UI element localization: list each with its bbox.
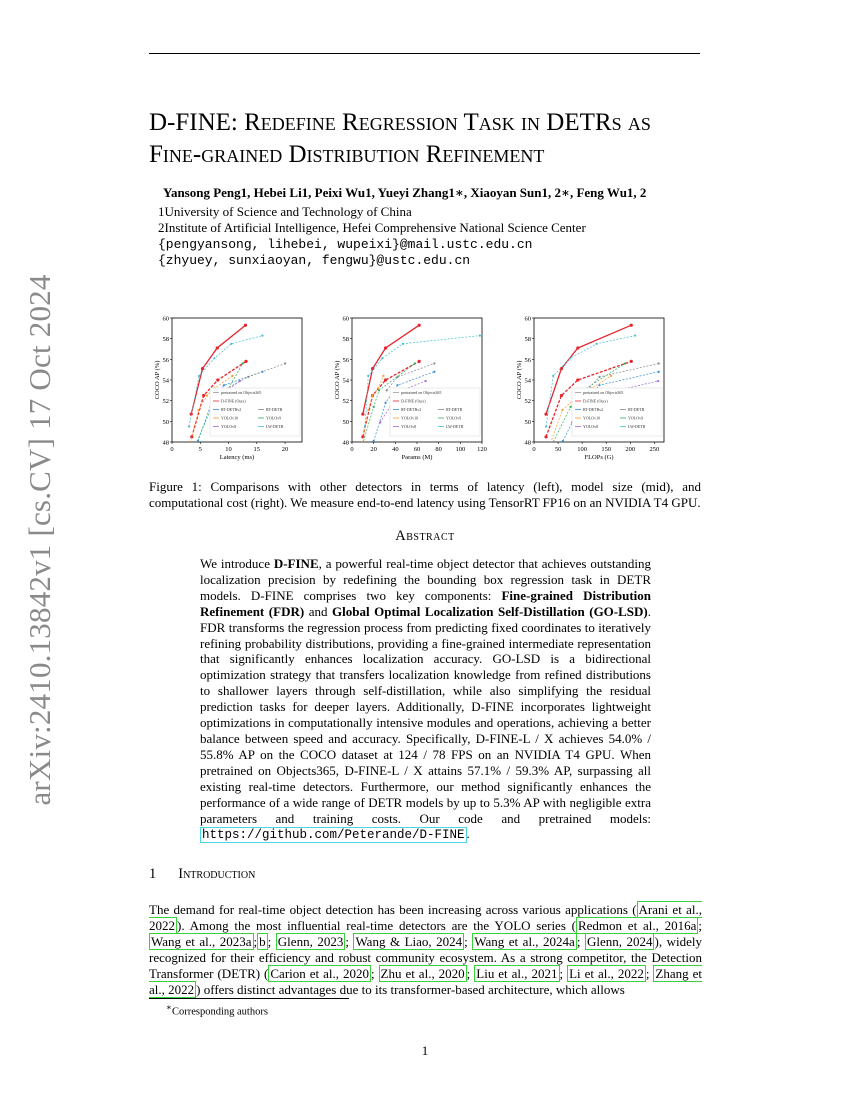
- top-rule: [149, 53, 700, 54]
- data-point: [378, 389, 380, 391]
- legend-label: YOLOv9: [628, 415, 644, 421]
- author-list: Yansong Peng1, Hebei Li1, Peixi Wu1, Yueyi Zhang1∗, Xiaoyan Sun1, 2∗, Feng Wu1, 2: [163, 185, 647, 200]
- citation-link[interactable]: Carion et al., 2020: [270, 965, 369, 981]
- y-tick-label: 58: [162, 336, 169, 344]
- y-tick-label: 60: [342, 315, 349, 323]
- data-point: [479, 334, 481, 336]
- data-point: [425, 380, 427, 382]
- email-line-1: {pengyansong, lihebei, wupeixi}@mail.ustc.edu.cn: [158, 237, 533, 252]
- data-point: [544, 413, 547, 416]
- x-tick-label: 100: [455, 446, 466, 453]
- data-point: [381, 357, 383, 359]
- arxiv-identifier: arXiv:2410.13842v1 [cs.CV] 17 Oct 2024: [22, 274, 57, 806]
- citation-link[interactable]: Glenn, 2024: [586, 933, 653, 949]
- data-point: [560, 394, 563, 397]
- intro-text: ). Among the most influential real-time detectors are the YOLO series (: [177, 917, 576, 933]
- intro-text: ;: [698, 917, 702, 933]
- title-line-2: Fine-grained Distribution Refinement: [149, 141, 545, 168]
- abstract-bold: Fine-grained Distribution Refinement (FDR): [200, 587, 651, 619]
- data-point: [630, 324, 633, 327]
- legend-label: YOLOv8: [583, 424, 599, 429]
- x-tick-label: 60: [413, 446, 421, 453]
- data-point: [284, 362, 286, 364]
- y-tick-label: 48: [342, 439, 349, 447]
- x-axis-label: Params (M): [401, 454, 433, 461]
- code-link[interactable]: https://github.com/Peterande/D-FINE: [202, 828, 465, 843]
- data-point: [191, 453, 193, 455]
- legend-label: D-FINE (Ours): [221, 398, 246, 404]
- data-point: [367, 375, 369, 377]
- x-axis-label: FLOPs (G): [584, 454, 614, 461]
- data-point: [202, 394, 205, 397]
- data-point: [544, 435, 547, 438]
- chart-flops: [516, 316, 664, 462]
- x-tick-label: 10: [225, 446, 232, 453]
- data-point: [561, 409, 563, 411]
- intro-text: ;: [466, 965, 475, 981]
- citation-link[interactable]: Glenn, 2023: [277, 933, 344, 949]
- data-point: [384, 378, 387, 381]
- data-point: [545, 425, 547, 427]
- data-point: [598, 376, 600, 378]
- legend-label: RT-DETRv2: [583, 407, 604, 412]
- paper-title: [149, 107, 709, 171]
- intro-text: ;: [645, 965, 654, 981]
- chart-params: [334, 316, 487, 462]
- x-tick-label: 0: [350, 446, 354, 453]
- x-tick-label: 15: [253, 446, 261, 453]
- data-point: [634, 334, 636, 336]
- intro-text: ;: [370, 965, 379, 981]
- legend-label: YOLOv9: [266, 415, 282, 421]
- title-line-1: D-FINE: Redefine Regression Task in DETRs as: [149, 109, 651, 136]
- intro-paragraph: [149, 902, 702, 997]
- data-point: [358, 453, 360, 455]
- data-point: [562, 440, 564, 442]
- data-point: [418, 360, 421, 363]
- legend-label: LW-DETR: [628, 424, 646, 429]
- data-point: [384, 346, 387, 349]
- data-point: [379, 421, 381, 423]
- data-point: [543, 458, 545, 460]
- citation-link[interactable]: Liu et al., 2021: [476, 965, 558, 981]
- data-point: [657, 380, 659, 382]
- data-point: [244, 360, 247, 363]
- citation-link[interactable]: Arani et al., 2022: [149, 902, 702, 933]
- y-tick-label: 56: [162, 356, 169, 364]
- x-tick-label: 50: [554, 446, 562, 453]
- figure-caption: Figure 1: Comparisons with other detectors in terms of latency (left), model size (mid), and computational cost (right). We measure end-to-end latency using TensorRT FP16 on an NVIDIA T4 GPU.: [149, 479, 701, 510]
- data-point: [206, 394, 208, 396]
- affiliation-1: 1University of Science and Technology of China: [158, 204, 412, 219]
- data-point: [630, 360, 633, 363]
- legend-label: YOLOv9: [446, 415, 462, 421]
- data-point: [216, 346, 219, 349]
- intro-text: ), widely recognized for their efficiency and robust community ecosystem. As a strong competitor, the Detection Transformer (DETR) (: [149, 933, 702, 981]
- legend-label: LW-DETR: [446, 424, 464, 429]
- data-point: [384, 402, 386, 404]
- footnote-text: Corresponding authors: [171, 1006, 268, 1018]
- figure-1: [150, 310, 700, 470]
- data-point: [197, 409, 199, 411]
- page-number: 1: [421, 1043, 429, 1058]
- y-tick-label: 50: [342, 418, 349, 426]
- legend-label: RT-DETRv2: [221, 407, 242, 412]
- citation-link[interactable]: Wang & Liao, 2024: [355, 933, 463, 949]
- legend-label: RT-DETR: [446, 407, 463, 412]
- footnote-rule: [149, 998, 349, 999]
- y-tick-label: 52: [342, 398, 349, 406]
- data-point: [247, 376, 249, 378]
- data-point: [402, 343, 404, 345]
- data-point: [377, 387, 379, 389]
- footnote-mark: ∗: [166, 1002, 172, 1012]
- abstract-text: .: [466, 826, 470, 842]
- x-tick-label: 5: [198, 446, 202, 453]
- x-tick-label: 80: [435, 446, 442, 453]
- y-tick-label: 54: [162, 377, 169, 385]
- x-tick-label: 0: [532, 446, 536, 453]
- chart-latency: [154, 316, 302, 462]
- citation-link[interactable]: Wang et al., 2023a: [151, 933, 252, 949]
- data-point: [624, 362, 626, 364]
- data-point: [188, 425, 190, 427]
- data-point: [576, 378, 579, 381]
- y-axis-label: COCO AP (%): [154, 360, 161, 400]
- data-point: [371, 394, 373, 396]
- data-point: [185, 458, 187, 460]
- data-point: [658, 371, 660, 373]
- y-axis-label: COCO AP (%): [334, 360, 341, 400]
- legend-label: YOLOv8: [221, 424, 237, 429]
- legend-label: D-FINE (Ours): [401, 398, 426, 404]
- legend-label: RT-DETR: [266, 407, 283, 412]
- legend-label: pretrained on Objects365: [583, 390, 624, 395]
- x-tick-label: 200: [625, 446, 636, 453]
- data-point: [367, 409, 369, 411]
- intro-text: The demand for real-time object detection has been increasing across various applications (: [149, 902, 637, 917]
- y-tick-label: 58: [342, 336, 349, 344]
- citation-link[interactable]: Zhang et al., 2022: [149, 965, 702, 997]
- x-tick-label: 100: [577, 446, 588, 453]
- data-point: [223, 384, 225, 386]
- data-point: [382, 375, 384, 377]
- intro-text: ;: [267, 933, 276, 949]
- data-point: [216, 378, 219, 381]
- abstract-heading: Abstract: [395, 528, 455, 544]
- legend-label: LW-DETR: [266, 424, 284, 429]
- x-tick-label: 250: [649, 446, 660, 453]
- data-point: [213, 357, 215, 359]
- section-number: 1: [149, 866, 157, 882]
- intro-text: ;: [559, 965, 568, 981]
- data-point: [552, 375, 554, 377]
- x-tick-label: 20: [370, 446, 377, 453]
- y-axis-label: COCO AP (%): [516, 360, 523, 400]
- legend-label: YOLOv10: [401, 415, 419, 421]
- intro-text: ;: [464, 933, 473, 949]
- data-point: [418, 324, 421, 327]
- data-point: [386, 389, 388, 391]
- y-tick-label: 58: [524, 336, 531, 344]
- legend-label: YOLOv8: [401, 424, 417, 429]
- legend-label: pretrained on Objects365: [221, 390, 262, 395]
- data-point: [261, 334, 263, 336]
- data-point: [201, 367, 204, 370]
- data-point: [361, 413, 364, 416]
- data-point: [658, 362, 660, 364]
- legend-label: YOLOv10: [221, 415, 239, 421]
- x-tick-label: 120: [477, 446, 487, 453]
- citation-link[interactable]: b: [259, 933, 266, 949]
- citation-link[interactable]: Zhu et al., 2020: [380, 965, 465, 981]
- data-point: [576, 346, 579, 349]
- citation-link[interactable]: Wang et al., 2024a: [474, 933, 575, 949]
- y-tick-label: 50: [524, 418, 531, 426]
- data-point: [396, 384, 398, 386]
- y-tick-label: 50: [162, 418, 169, 426]
- email-line-2: {zhyuey, sunxiaoyan, fengwu}@ustc.edu.cn: [158, 253, 471, 268]
- data-point: [433, 362, 435, 364]
- intro-text: ;: [345, 933, 354, 949]
- y-tick-label: 54: [342, 377, 349, 385]
- data-point: [231, 375, 233, 377]
- abstract-text: We introduce: [200, 556, 274, 571]
- y-tick-label: 48: [524, 439, 531, 447]
- data-point: [242, 362, 244, 364]
- abstract-bold: D-FINE: [273, 556, 319, 571]
- y-tick-label: 54: [524, 377, 531, 385]
- data-point: [610, 375, 612, 377]
- data-point: [433, 371, 435, 373]
- data-point: [230, 343, 232, 345]
- x-tick-label: 20: [281, 446, 289, 453]
- citation-link[interactable]: Li et al., 2022: [569, 965, 644, 981]
- citation-link[interactable]: Redmon et al., 2016a: [577, 917, 697, 933]
- data-point: [373, 406, 375, 408]
- intro-text: ) offers distinct advantages due to its transformer-based architecture, which allows: [196, 981, 625, 997]
- data-point: [569, 357, 571, 359]
- data-point: [361, 435, 364, 438]
- y-tick-label: 48: [162, 439, 169, 447]
- data-point: [364, 425, 366, 427]
- abstract-text: and: [304, 603, 333, 619]
- abstract-bold: Global Optimal Localization Self-Distillation (GO-LSD): [332, 603, 648, 619]
- data-point: [598, 384, 600, 386]
- legend-label: RT-DETR: [628, 407, 645, 412]
- abstract-text: , a powerful real-time object detector that achieves outstanding localization precision by redefining the bounding box regression task in DETR models. D-FINE comprises two key components:: [200, 556, 651, 603]
- y-tick-label: 56: [342, 356, 349, 364]
- data-point: [358, 458, 360, 460]
- y-tick-label: 56: [524, 356, 531, 364]
- footnote: [166, 1002, 268, 1018]
- x-tick-label: 0: [170, 446, 174, 453]
- intro-text: ;: [253, 933, 258, 949]
- legend-label: pretrained on Objects365: [401, 390, 442, 395]
- data-point: [239, 380, 241, 382]
- data-point: [569, 406, 571, 408]
- section-title: Introduction: [178, 866, 256, 882]
- legend-label: RT-DETRv2: [401, 407, 422, 412]
- data-point: [373, 440, 375, 442]
- data-point: [198, 375, 200, 377]
- y-tick-label: 52: [162, 398, 169, 406]
- y-tick-label: 52: [524, 398, 531, 406]
- section-heading: [149, 866, 255, 883]
- abstract-body: [200, 556, 651, 844]
- affiliation-2: 2Institute of Artificial Intelligence, Hefei Comprehensive National Science Center: [158, 220, 586, 235]
- x-axis-label: Latency (ms): [219, 454, 255, 461]
- y-tick-label: 60: [524, 315, 531, 323]
- intro-text: ;: [576, 933, 585, 949]
- legend-label: D-FINE (Ours): [583, 398, 608, 404]
- abstract-text: . FDR transforms the regression process from predicting fixed coordinates to iteratively refining probability distributions, providing a fine-grained intermediate representation that significantly enhances localization accuracy. GO-LSD is a bidirectional optimization strategy that transfers localization knowledge from refined distributions to shallower layers through self-distillation, while also simplifying the residual prediction tasks for deeper layers. Additionally, D-FINE incorporates lightweight optimizations in computationally intensive modules and operations, achieving a better balance between speed and accuracy. Specifically, D-FINE-L / X achieves 54.0% / 55.8% AP on the COCO dataset at 124 / 78 FPS on an NVIDIA T4 GPU. When pretrained on Objects365, D-FINE-L / X attains 57.1% / 59.3% AP, surpassing all existing real-time detectors. Furthermore, our method significantly enhances the performance of a wide range of DETR models by up to 5.3% AP with negligible extra parameters and training costs. Our code and pretrained models:: [200, 603, 651, 826]
- data-point: [414, 362, 416, 364]
- data-point: [595, 343, 597, 345]
- x-tick-label: 40: [392, 446, 399, 453]
- y-tick-label: 60: [162, 315, 169, 323]
- x-tick-label: 150: [601, 446, 612, 453]
- legend-label: YOLOv10: [583, 415, 601, 421]
- data-point: [244, 324, 247, 327]
- data-point: [546, 453, 548, 455]
